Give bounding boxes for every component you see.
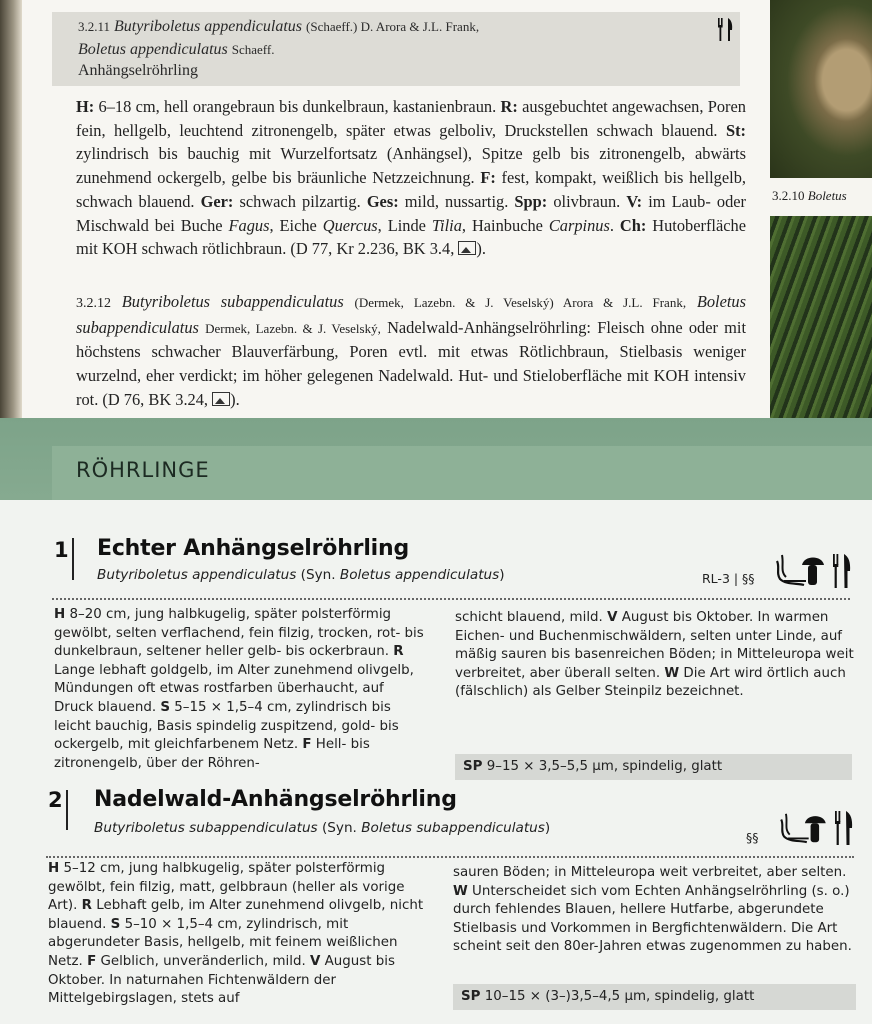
taxon-name: Carpinus xyxy=(548,215,610,235)
field-label: Ges: xyxy=(366,191,399,211)
image-reference-icon xyxy=(458,241,476,255)
spore-info: SP 10–15 × (3–)3,5–4,5 µm, spindelig, glatt xyxy=(453,984,856,1010)
number-divider xyxy=(72,538,74,580)
moss-photo xyxy=(770,216,872,418)
photo-caption: 3.2.10 Boletus xyxy=(770,178,872,216)
entry-common-name: Nadelwald-Anhängselröhrling: xyxy=(387,317,591,337)
entry-authors: (Dermek, Lazebn. & J. Veselský) Arora & J.L. Frank, xyxy=(354,295,687,310)
protection-status: §§ xyxy=(746,830,759,845)
field-label: Ch: xyxy=(619,215,647,235)
number-divider xyxy=(66,790,68,830)
field-label: V xyxy=(607,610,618,625)
field-label: V: xyxy=(626,191,643,211)
species-number: 2 xyxy=(48,788,63,812)
entry-scientific-name: Butyriboletus appendiculatus xyxy=(114,18,303,35)
species-scientific-name: Butyriboletus appendiculatus (Syn. Boletus appendiculatus) xyxy=(97,567,505,583)
species-icons xyxy=(774,551,852,589)
entry-11-synonym-line xyxy=(78,41,274,59)
field-label: H: xyxy=(76,97,95,116)
entry-synonym-author: Dermek, Lazebn. & J. Veselský, xyxy=(205,320,381,336)
entry-11-title-line xyxy=(78,18,479,36)
species-number: 1 xyxy=(54,538,69,562)
field-label: R: xyxy=(500,97,518,116)
fork-knife-icon xyxy=(832,553,852,589)
entry-common-name: Anhängselröhrling xyxy=(78,62,198,79)
fork-knife-icon xyxy=(716,16,736,42)
field-label: S xyxy=(160,699,170,715)
chapter-title: RÖHRLINGE xyxy=(76,458,210,482)
taxon-name: Fagus xyxy=(228,215,270,235)
mycorrhiza-mushroom-icon xyxy=(778,810,828,846)
entry-11-description: H: 6–18 cm, hell orangebraun bis dunkelbraun, kastanienbraun. R: ausgebuchtet angewachsen, Poren fein, hellgelb, leuchtend zitronengelb, später etwas gelboliv, Druckstellen schwach blauend. St: zylindrisch bis bauchig mit Wurzelfortsatz (Anhängsel), Spitze gelb bis zitronengelb, abwärts zunehmend ockergelb, gelbe bis bräunliche Netzzeichnung. F: fest, kompakt, weißlich bis hellgelb, schwach blauend. Ger: schwach pilzartig. Ges: mild, nussartig. Spp: olivbraun. V: im Laub- oder Mischwald bei Buche Fagus, Eiche Quercus, Linde Tilia, Hainbuche Carpinus. Ch: Hutoberfläche mit KOH schwach rötlichbraun. (D 77, Kr 2.236, BK 3.4, ). xyxy=(76,97,747,259)
taxon-name: Quercus xyxy=(322,215,378,235)
species-scientific-name: Butyriboletus subappendiculatus (Syn. Boletus subappendiculatus) xyxy=(94,820,551,836)
entry-body: Fleisch ohne oder mit höchstens schwacher Blauverfärbung, Poren evtl. mit etwas Rötlichbraun, Stielbasis weniger wurzelnd, eher verdickt; im höher gelegenen Nadelwald. Hut- und Stieloberfläche mit KOH intensiv rot. (D 76, BK 3.24, xyxy=(76,317,747,409)
fork-knife-icon xyxy=(834,810,854,846)
divider-dotted xyxy=(46,856,854,858)
entry-12-description: 3.2.12 Butyriboletus subappendiculatus (Dermek, Lazebn. & J. Veselský) Arora & J.L. Frank, Boletus subappendiculatus Dermek, Lazebn. & J. Veselský, Nadelwald-Anhängselröhrling: Fleisch ohne oder mit höchstens schwacher Blauverfärbung, Poren evtl. mit etwas Rötlichbraun, Stielbasis weniger wurzelnd, eher verdickt; im höher gelegenen Nadelwald. Hut- und Stieloberfläche mit KOH intensiv rot. (D 76, BK 3.24, ). xyxy=(76,292,747,409)
field-label: Spp: xyxy=(514,191,548,211)
entry-authors: (Schaeff.) D. Arora & J.L. Frank, xyxy=(306,19,480,34)
species-icons xyxy=(778,810,854,846)
image-reference-icon xyxy=(212,392,230,406)
spore-info: SP 9–15 × 3,5–5,5 µm, spindelig, glatt xyxy=(455,754,852,780)
upper-book-page xyxy=(0,0,872,418)
field-label: W xyxy=(664,665,680,681)
book-spine xyxy=(0,0,22,418)
field-label: R xyxy=(393,644,404,660)
species-2-description-right: sauren Böden; in Mitteleuropa weit verbreitet, aber selten. W Unterscheidet sich vom Echten Anhängselröhrling (s. o.) durch fehlendes Blauen, hellere Hutfarbe, abgerundete Stielbasis und Vorkommen in Bergfichtenwäldern. Die Art scheint seit den 80er-Jahren etwas zugenommen zu haben. xyxy=(453,865,852,955)
mushroom-photo xyxy=(770,0,872,178)
entry-number: 3.2.12 xyxy=(76,296,111,311)
red-list-status: RL-3 | §§ xyxy=(702,571,755,586)
species-name: Echter Anhängselröhrling xyxy=(97,536,410,561)
taxon-name: Tilia xyxy=(431,215,462,235)
field-label: V xyxy=(310,953,321,969)
photo-panel xyxy=(770,0,872,418)
mycorrhiza-mushroom-icon xyxy=(774,551,826,589)
lower-book-page xyxy=(0,418,872,1024)
field-label: St: xyxy=(725,120,746,140)
species-1-description-left: H 8–20 cm, jung halbkugelig, später polsterförmig gewölbt, selten verflachend, fein filzig, trocken, rot- bis dunkelbraun, seltener heller gelb- bis ockerbraun. R Lange lebhaft goldgelb, im Alter zunehmend olivgelb, Mündungen oft etwas rostfarben überhaucht, auf Druck blauend. S 5–15 × 1,5–4 cm, zylindrisch bis leicht bauchig, Basis spindelig zuspitzend, gold- bis ockergelb, mit gleichfarbenem Netz. F Hell- bis zitronengelb, über der Röhren- xyxy=(54,607,424,771)
field-label: F: xyxy=(480,168,496,188)
field-label: H xyxy=(54,607,66,622)
field-label: Ger: xyxy=(200,191,234,211)
entry-synonym: Boletus subappendiculatus xyxy=(76,292,746,337)
field-label: F xyxy=(302,737,312,753)
entry-synonym: Boletus appendiculatus xyxy=(78,41,228,58)
field-label: S xyxy=(110,916,121,932)
entry-synonym-author: Schaeff. xyxy=(231,42,275,57)
species-2-description-left: H 5–12 cm, jung halbkugelig, später polsterförmig gewölbt, fein filzig, matt, gelbbraun (heller als vorige Art). R Lebhaft gelb, im Alter zunehmend olivgelb, nicht blauend. S 5–10 × 1,5–4 cm, zylindrisch, mit abgerundeter Basis, hellgelb, mit feinem weißlichen Netz. F Gelblich, unveränderlich, mild. V August bis Oktober. In naturnahen Fichtenwäldern der Mittelgebirgslagen, stets auf xyxy=(48,861,424,1007)
species-1-description-right: schicht blauend, mild. V August bis Oktober. In warmen Eichen- und Buchenmischwäldern, selten unter Linde, auf mäßig sauren bis basenreichen Böden; in Mitteleuropa weit verbreitet, aber überall selten. W Die Art wird örtlich auch (fälschlich) als Gelber Steinpilz bezeichnet. xyxy=(455,610,854,700)
field-label: H xyxy=(48,861,60,876)
divider-dotted xyxy=(52,598,850,600)
field-label: W xyxy=(453,883,468,899)
field-label: F xyxy=(87,953,97,969)
species-name: Nadelwald-Anhängselröhrling xyxy=(94,787,457,812)
field-label: R xyxy=(81,898,92,914)
entry-scientific-name: Butyriboletus subappendiculatus xyxy=(121,292,344,311)
entry-number: 3.2.11 xyxy=(78,19,111,34)
